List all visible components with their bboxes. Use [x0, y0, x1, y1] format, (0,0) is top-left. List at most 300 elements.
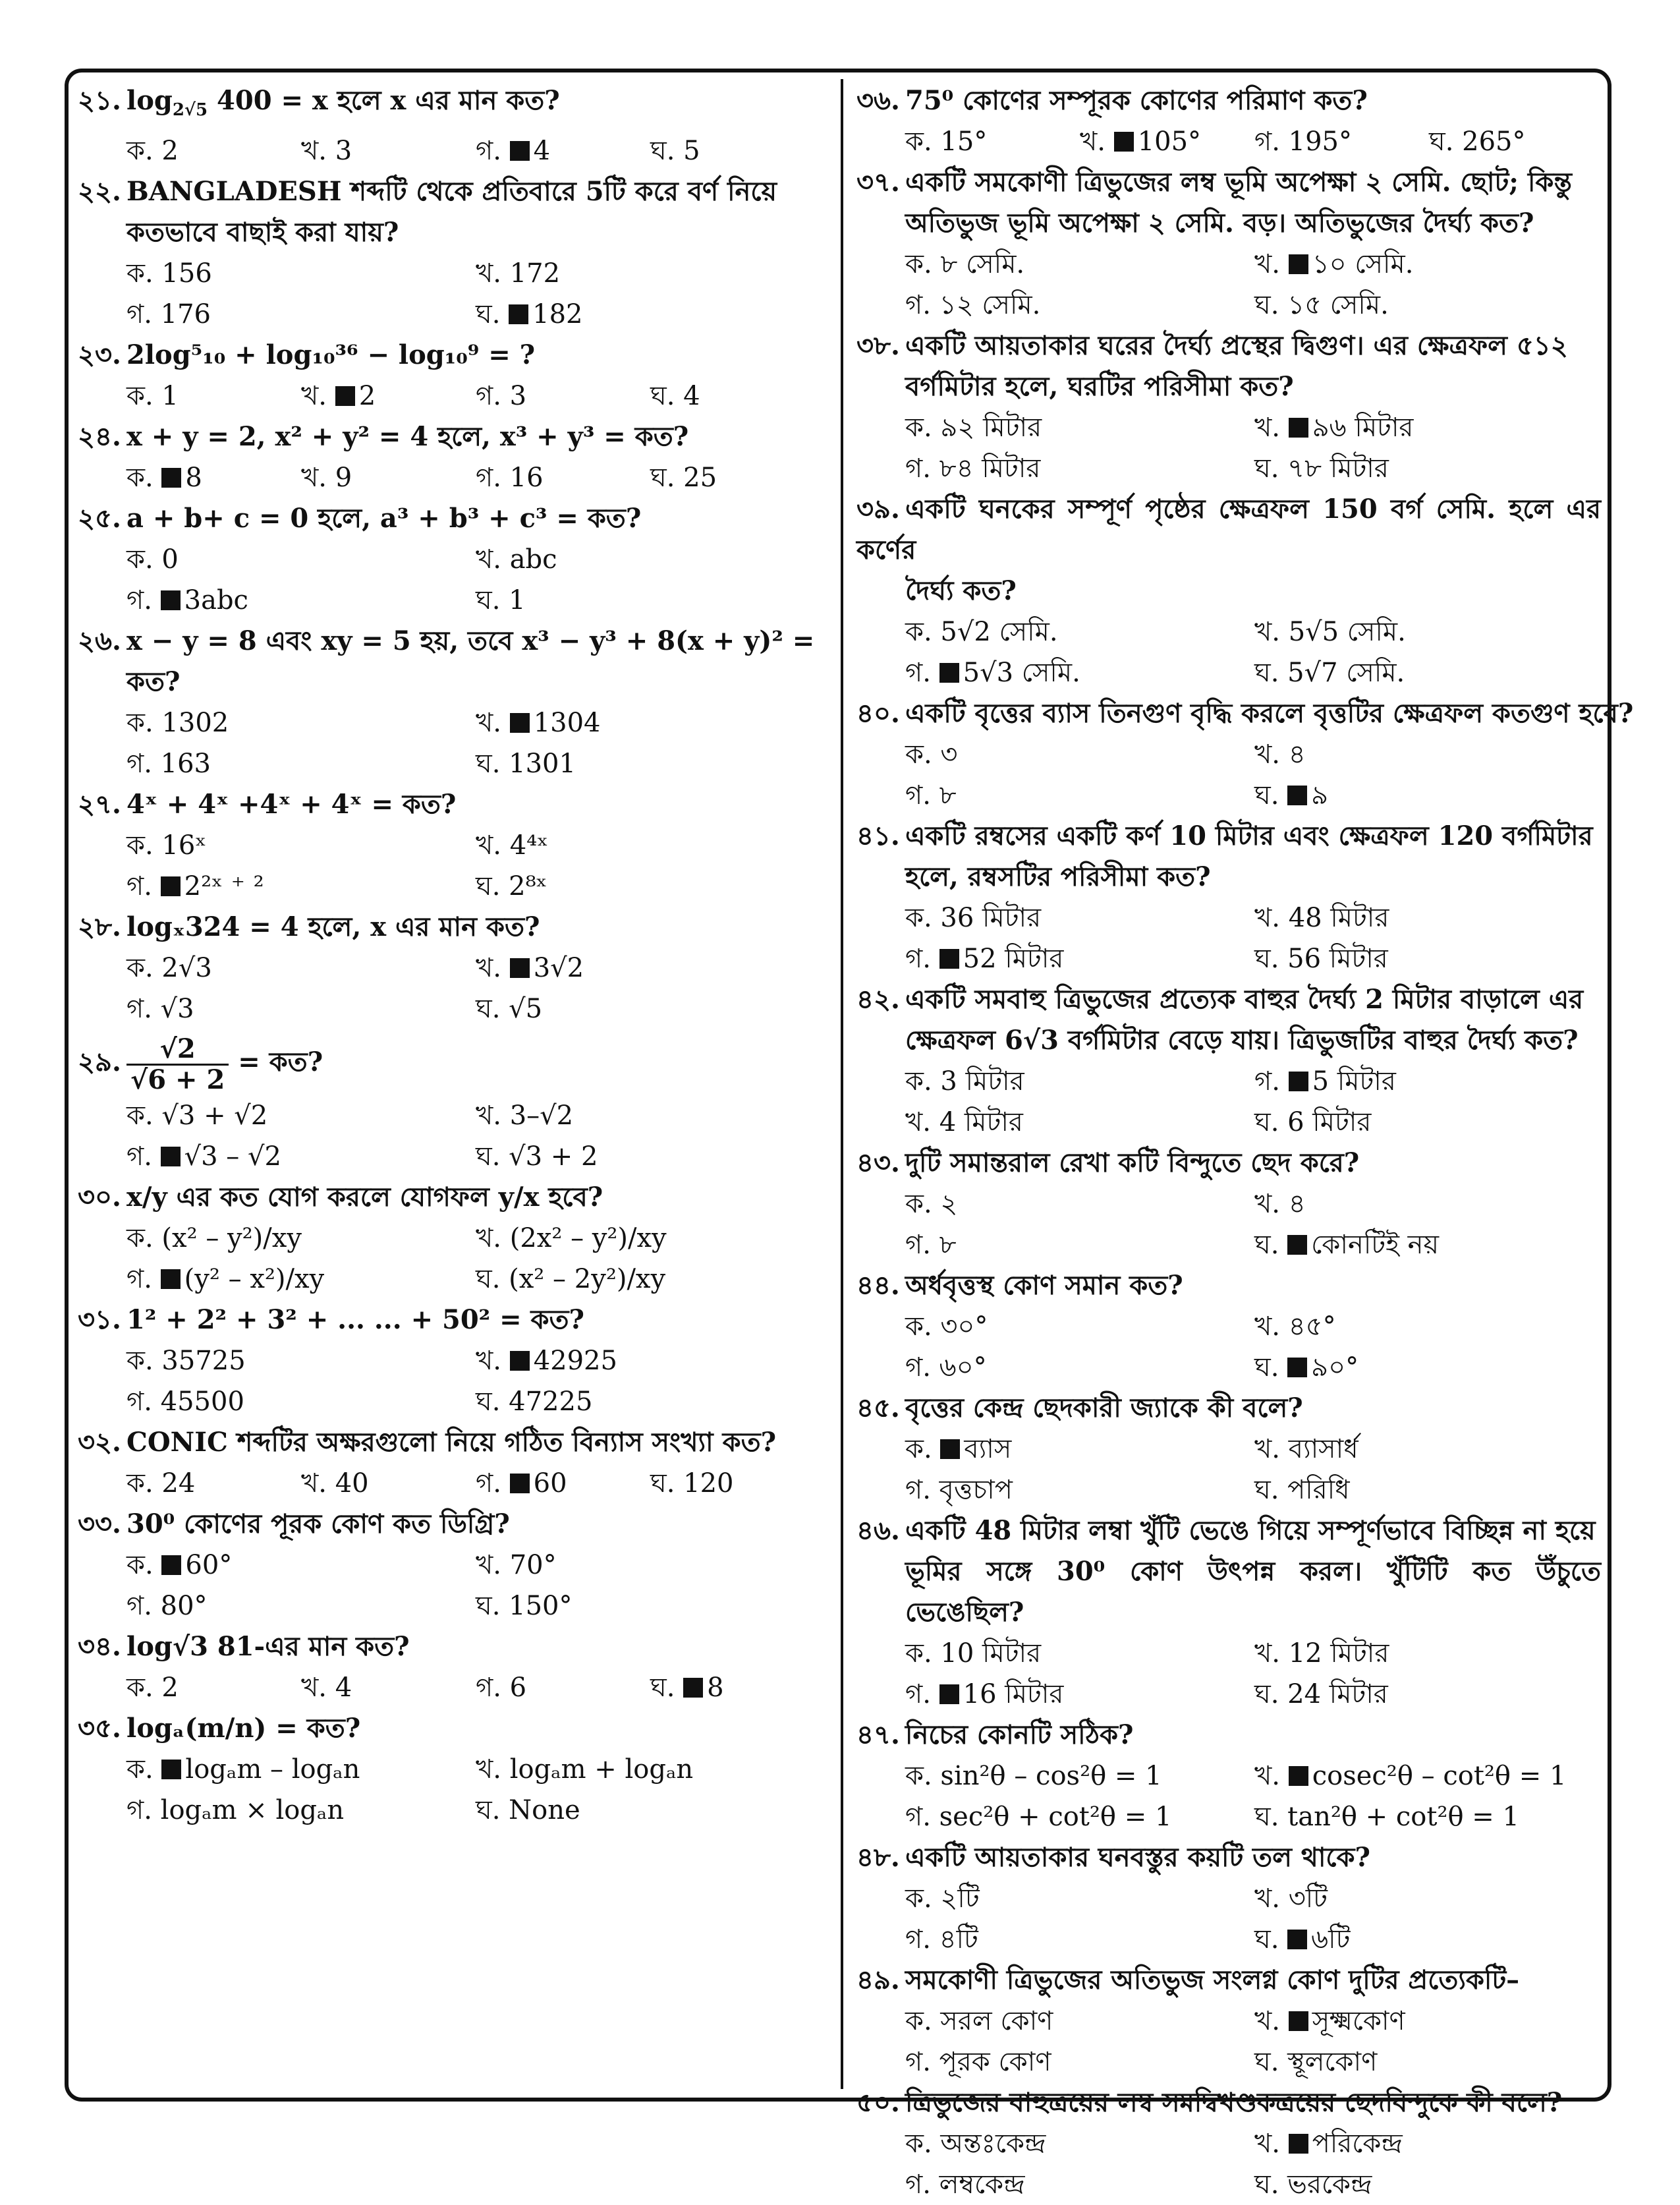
option[interactable]	[476, 1586, 825, 1626]
option-label: খ.	[1254, 617, 1289, 647]
option-label: গ.	[126, 871, 161, 902]
option-label: ক.	[905, 249, 941, 279]
option[interactable]	[476, 743, 825, 784]
option[interactable]	[1254, 938, 1604, 979]
option[interactable]	[1254, 1674, 1604, 1715]
option[interactable]	[905, 734, 1254, 775]
question-line: একটি 48 মিটার লম্বা খুঁটি ভেঙে গিয়ে সম্পূর্ণভাবে বিচ্ছিন্ন না হয়ে	[905, 1515, 1596, 1546]
option[interactable]	[1254, 1919, 1604, 1960]
option-text: √3 + √2	[161, 1101, 268, 1131]
option-text: 52 মিটার	[963, 944, 1064, 974]
option-text: ব্যাস	[964, 1434, 1012, 1464]
answer-marker-icon	[1114, 132, 1134, 152]
option[interactable]	[1254, 1061, 1604, 1102]
options	[856, 1061, 1601, 1143]
option[interactable]	[1254, 1633, 1604, 1674]
option[interactable]	[476, 253, 825, 294]
option[interactable]	[476, 702, 825, 743]
option[interactable]	[1254, 1306, 1604, 1347]
question	[78, 335, 826, 416]
option[interactable]	[476, 988, 825, 1029]
question-line: CONIC শব্দটির অক্ষরগুলো নিয়ে গঠিত বিন্যাস সংখ্যা কত?	[126, 1427, 777, 1458]
option-text: 150°	[509, 1591, 573, 1621]
question-number: ৪৬.	[856, 1515, 900, 1546]
option-text: 5√2 সেমি.	[940, 617, 1058, 647]
question-text	[856, 1388, 1601, 1429]
option-text: ৯২ মিটার	[940, 413, 1042, 443]
option[interactable]	[905, 652, 1254, 693]
question-line-2: কতভাবে বাছাই করা যায়?	[126, 217, 399, 248]
log-base: 2√5	[172, 100, 208, 120]
option-label: ঘ.	[1254, 453, 1288, 484]
option[interactable]	[905, 612, 1254, 652]
option-text: 3–√2	[509, 1101, 574, 1131]
option[interactable]	[476, 866, 825, 907]
question-number: ৩৮.	[856, 330, 900, 361]
question-number: ৪৪.	[856, 1270, 900, 1301]
question-number: ২৮.	[78, 911, 121, 942]
question-text	[78, 80, 826, 130]
option-label: ঘ.	[476, 1264, 509, 1294]
option-label: ক.	[905, 1638, 941, 1669]
option[interactable]	[905, 1470, 1254, 1510]
option[interactable]	[905, 1306, 1254, 1347]
option[interactable]	[126, 825, 476, 866]
question-line: x − y = 8 এবং xy = 5 হয়, তবে x³ − y³ + 8(x + y)² =	[126, 625, 815, 656]
option[interactable]	[476, 825, 825, 866]
option-label: খ.	[476, 708, 510, 738]
question	[856, 80, 1601, 162]
option-label: ক.	[126, 136, 162, 166]
options	[78, 457, 826, 498]
question-text	[78, 171, 826, 253]
option-label: খ.	[476, 1754, 510, 1785]
question-text	[78, 1422, 826, 1463]
option-text: logₐm + logₐn	[509, 1754, 694, 1785]
option[interactable]	[1254, 1429, 1604, 1470]
option-text: সূক্ষ্মকোণ	[1312, 2006, 1405, 2036]
question-line: a + b+ c = 0 হলে, a³ + b³ + c³ = কত?	[126, 503, 642, 534]
question-suffix: 400 = x হলে x এর মান কত?	[208, 85, 560, 116]
option-text: 4	[335, 1673, 352, 1703]
option[interactable]	[905, 1224, 1254, 1265]
question-number: ৩৩.	[78, 1508, 121, 1539]
option[interactable]	[905, 1429, 1254, 1470]
option-text: 0	[161, 544, 179, 575]
option-label: খ.	[476, 953, 510, 983]
option-text: অন্তঃকেন্দ্র	[940, 2129, 1046, 2159]
option[interactable]	[905, 1633, 1254, 1674]
option-text: 16	[509, 463, 544, 493]
option-label: গ.	[476, 381, 510, 411]
question-text	[78, 1029, 826, 1095]
question-number: ৩১.	[78, 1304, 121, 1335]
answer-marker-icon	[1287, 786, 1307, 805]
options	[856, 1429, 1601, 1510]
question-line-2: বর্গমিটার হলে, ঘরটির পরিসীমা কত?	[905, 371, 1294, 402]
option[interactable]	[476, 1667, 650, 1708]
option[interactable]	[476, 457, 650, 498]
option[interactable]	[905, 121, 1080, 162]
option[interactable]	[301, 1667, 476, 1708]
option-label: গ.	[905, 2047, 939, 2077]
question	[856, 1715, 1601, 1837]
option-label: খ.	[476, 830, 510, 861]
options	[78, 1749, 826, 1831]
option[interactable]	[650, 1463, 825, 1504]
option-label: খ.	[1254, 1434, 1289, 1464]
option[interactable]	[1254, 1184, 1604, 1224]
option-label: গ.	[905, 1352, 939, 1383]
answer-marker-icon	[1289, 2011, 1308, 2031]
option-label: খ.	[476, 1223, 510, 1253]
question	[856, 816, 1601, 979]
option-text: 12 মিটার	[1288, 1638, 1389, 1669]
answer-marker-icon	[510, 1474, 530, 1493]
option[interactable]	[1254, 2164, 1604, 2205]
answer-marker-icon	[1289, 1766, 1308, 1786]
option-text: 70°	[509, 1550, 557, 1580]
option[interactable]	[1080, 121, 1254, 162]
question	[78, 416, 826, 498]
question-number: ২৬.	[78, 625, 121, 656]
option[interactable]	[905, 898, 1254, 938]
option-label: গ.	[905, 453, 939, 484]
option-label: ঘ.	[650, 381, 684, 411]
option[interactable]	[476, 1095, 825, 1136]
question-line: নিচের কোনটি সঠিক?	[905, 1719, 1134, 1750]
option[interactable]	[1254, 775, 1604, 816]
option[interactable]	[126, 743, 476, 784]
option[interactable]	[1254, 1102, 1604, 1143]
answer-marker-icon	[939, 1684, 959, 1704]
question-text	[78, 784, 826, 825]
option[interactable]	[126, 988, 476, 1029]
option[interactable]	[126, 1667, 301, 1708]
answer-marker-icon	[161, 468, 181, 488]
option[interactable]	[905, 2123, 1254, 2164]
option[interactable]	[126, 457, 301, 498]
option[interactable]	[1254, 1756, 1604, 1796]
option-label: গ.	[126, 585, 161, 616]
option[interactable]	[126, 1749, 476, 1790]
option-label: খ.	[1254, 739, 1289, 770]
question-line: 4ˣ + 4ˣ +4ˣ + 4ˣ = কত?	[126, 789, 457, 820]
option-label: ক.	[905, 1066, 941, 1097]
option[interactable]	[126, 1259, 476, 1300]
option[interactable]	[1254, 734, 1604, 775]
question-line: একটি রম্বসের একটি কর্ণ 10 মিটার এবং ক্ষেত্রফল 120 বর্গমিটার	[905, 820, 1593, 851]
option[interactable]	[301, 130, 476, 171]
options	[78, 702, 826, 784]
option-text: 40	[335, 1468, 369, 1499]
option-label: ক.	[126, 463, 162, 493]
option[interactable]	[650, 130, 825, 171]
option[interactable]	[126, 1095, 476, 1136]
question-text	[856, 979, 1601, 1061]
option[interactable]	[905, 1756, 1254, 1796]
option-text: 1	[509, 585, 526, 616]
option[interactable]	[126, 948, 476, 988]
option-text: 6 মিটার	[1287, 1107, 1372, 1137]
option-text: 172	[509, 258, 561, 289]
option-text: 2	[358, 381, 376, 411]
option[interactable]	[126, 376, 301, 416]
option[interactable]	[905, 1347, 1254, 1388]
option[interactable]	[126, 1340, 476, 1381]
question-text	[856, 326, 1601, 407]
option[interactable]	[1254, 612, 1604, 652]
fraction	[126, 1035, 229, 1095]
option-label: খ.	[1254, 1311, 1289, 1342]
option[interactable]	[905, 938, 1254, 979]
question	[78, 498, 826, 621]
question-number: ৩৬.	[856, 85, 900, 116]
option[interactable]	[301, 376, 476, 416]
option[interactable]	[650, 376, 825, 416]
option[interactable]	[476, 1381, 825, 1422]
option[interactable]	[476, 1545, 825, 1586]
option[interactable]	[476, 1790, 825, 1831]
option-label: ঘ.	[476, 871, 509, 902]
option-text: 195°	[1288, 127, 1353, 157]
option-label: খ.	[1254, 1883, 1289, 1914]
option[interactable]	[905, 1878, 1254, 1919]
option[interactable]	[476, 948, 825, 988]
question	[78, 621, 826, 784]
answer-marker-icon	[1289, 1072, 1308, 1091]
option[interactable]	[905, 1796, 1254, 1837]
option-label: ক.	[126, 544, 162, 575]
question	[856, 162, 1601, 326]
option-text: 2⁸ˣ	[509, 871, 547, 902]
option-label: ক.	[905, 2129, 941, 2159]
question-line: একটি আয়তাকার ঘরের দৈর্ঘ্য প্রস্থের দ্বিগুণ। এর ক্ষেত্রফল ৫১২	[905, 330, 1568, 361]
question-text	[856, 1143, 1601, 1184]
option[interactable]	[126, 1463, 301, 1504]
option[interactable]	[476, 1463, 650, 1504]
option[interactable]	[126, 130, 301, 171]
question-text	[856, 489, 1601, 612]
question	[78, 171, 826, 335]
option[interactable]	[126, 1586, 476, 1626]
option[interactable]	[905, 1674, 1254, 1715]
answer-marker-icon	[161, 1269, 181, 1289]
question	[78, 907, 826, 1029]
option-text: 5√5 সেমি.	[1288, 617, 1406, 647]
options	[856, 2001, 1601, 2082]
option[interactable]	[126, 1218, 476, 1259]
option[interactable]	[905, 2042, 1254, 2082]
option-text: sec²θ + cot²θ = 1	[939, 1802, 1172, 1832]
option[interactable]	[905, 2164, 1254, 2205]
option-text: 3	[509, 381, 527, 411]
option[interactable]	[905, 775, 1254, 816]
answer-marker-icon	[1287, 1358, 1307, 1377]
option[interactable]	[126, 253, 476, 294]
option[interactable]	[126, 539, 476, 580]
option[interactable]	[1429, 121, 1604, 162]
option-text: ৪	[1288, 739, 1306, 770]
option[interactable]	[905, 1061, 1254, 1102]
option-label: গ.	[126, 749, 161, 779]
option-label: ক.	[126, 1101, 162, 1131]
option[interactable]	[126, 866, 476, 907]
option-label: ক.	[905, 1883, 941, 1914]
question	[78, 784, 826, 907]
option[interactable]	[126, 1136, 476, 1177]
option[interactable]	[1254, 898, 1604, 938]
question-text	[78, 335, 826, 376]
question-line-2: অতিভুজ ভূমি অপেক্ষা ২ সেমি. বড়। অতিভুজের দৈর্ঘ্য কত?	[905, 208, 1534, 239]
option[interactable]	[905, 448, 1254, 489]
question	[78, 1504, 826, 1626]
option[interactable]	[1254, 448, 1604, 489]
option[interactable]	[476, 376, 650, 416]
option-text: সরল কোণ	[940, 2006, 1053, 2036]
option[interactable]	[1254, 2042, 1604, 2082]
option[interactable]	[905, 2001, 1254, 2042]
option[interactable]	[301, 457, 476, 498]
option[interactable]	[476, 294, 825, 335]
option[interactable]	[476, 1340, 825, 1381]
option-text: স্থূলকোণ	[1287, 2047, 1378, 2077]
answer-marker-icon	[161, 1760, 181, 1779]
option[interactable]	[126, 1790, 476, 1831]
question-text	[856, 1265, 1601, 1306]
option-label: ঘ.	[1254, 290, 1288, 320]
option[interactable]	[476, 130, 650, 171]
question	[856, 979, 1601, 1143]
option-label: গ.	[126, 299, 161, 329]
option[interactable]	[1254, 1878, 1604, 1919]
option-label: ঘ.	[1254, 1475, 1288, 1505]
option[interactable]	[126, 1545, 476, 1586]
option[interactable]	[905, 244, 1254, 285]
option-text: ১০ সেমি.	[1312, 249, 1414, 279]
options	[856, 1633, 1601, 1715]
question	[856, 693, 1634, 816]
option[interactable]	[905, 285, 1254, 326]
option-text: 2	[161, 136, 179, 166]
question-line: 30⁰ কোণের পূরক কোণ কত ডিগ্রি?	[126, 1508, 510, 1539]
question-text	[856, 1510, 1601, 1633]
option[interactable]	[650, 1667, 825, 1708]
question	[78, 1708, 826, 1831]
option[interactable]	[905, 407, 1254, 448]
option-label: খ.	[1254, 2129, 1289, 2159]
option-label: খ.	[301, 136, 335, 166]
answer-marker-icon	[1287, 1930, 1307, 1949]
column-divider	[841, 79, 843, 2089]
option-text: 45500	[160, 1387, 244, 1417]
option-text: 9	[335, 463, 352, 493]
question-text	[856, 1837, 1601, 1878]
question-line: অর্ধবৃত্তস্থ কোণ সমান কত?	[905, 1270, 1183, 1301]
option[interactable]	[1254, 121, 1429, 162]
option[interactable]	[476, 1218, 825, 1259]
option-text: 3√2	[533, 953, 584, 983]
option-label: ক.	[905, 413, 941, 443]
question-number: ৩৪.	[78, 1631, 121, 1662]
option-label: ঘ.	[476, 1141, 509, 1172]
option[interactable]	[476, 1749, 825, 1790]
option-label: গ.	[1254, 1066, 1289, 1097]
option-label: ঘ.	[650, 136, 684, 166]
option[interactable]	[1254, 407, 1604, 448]
question-number: ৩৫.	[78, 1713, 121, 1744]
option-text: পূরক কোণ	[939, 2047, 1051, 2077]
question-line: x/y এর কত যোগ করলে যোগফল y/x হবে?	[126, 1182, 603, 1213]
options	[856, 2123, 1601, 2205]
option-text: 56 মিটার	[1287, 944, 1388, 974]
option-text: ৮৪ মিটার	[939, 453, 1041, 484]
option[interactable]	[476, 1259, 825, 1300]
question	[856, 1960, 1601, 2082]
question-number: ৪০.	[856, 698, 900, 729]
option[interactable]	[126, 580, 476, 621]
option[interactable]	[476, 539, 825, 580]
question-line-2: হলে, রম্বসটির পরিসীমা কত?	[905, 861, 1211, 892]
option-label: গ.	[476, 463, 510, 493]
question-line: logₓ324 = 4 হলে, x এর মান কত?	[126, 911, 540, 942]
option[interactable]	[1254, 244, 1604, 285]
question-line: ত্রিভুজের বাহুত্রয়ের লম্ব সমদ্বিখণ্ডকত্রয়ের ছেদবিন্দুকে কী বলে?	[905, 2087, 1563, 2118]
option[interactable]	[1254, 2123, 1604, 2164]
option[interactable]	[905, 1102, 1254, 1143]
option-label: খ.	[476, 1550, 510, 1580]
option[interactable]	[476, 580, 825, 621]
option[interactable]	[1254, 285, 1604, 326]
option-label: গ.	[905, 290, 939, 320]
option-text: ৩০°	[940, 1311, 988, 1342]
question-line: 2log⁵₁₀ + log₁₀³⁶ − log₁₀⁹ = ?	[126, 339, 536, 370]
option[interactable]	[1254, 1796, 1604, 1837]
options	[856, 1184, 1601, 1265]
option[interactable]	[1254, 1470, 1604, 1510]
option[interactable]	[1254, 2001, 1604, 2042]
option[interactable]	[1254, 1347, 1604, 1388]
option-text: 2²ˣ ⁺ ²	[184, 871, 264, 902]
question-number: ৪৫.	[856, 1392, 900, 1423]
option-text: 2	[161, 1673, 179, 1703]
option[interactable]	[1254, 652, 1604, 693]
option[interactable]	[476, 1136, 825, 1177]
option[interactable]	[126, 1381, 476, 1422]
option-label: ঘ.	[1254, 1352, 1288, 1383]
option[interactable]	[126, 294, 476, 335]
option-label: ঘ.	[1254, 1107, 1288, 1137]
option-text: 25	[683, 463, 717, 493]
option[interactable]	[650, 457, 825, 498]
option[interactable]	[126, 702, 476, 743]
option-label: গ.	[476, 1468, 510, 1499]
option-label: খ.	[1254, 2006, 1289, 2036]
question	[856, 1837, 1601, 1960]
question-number: ২৫.	[78, 503, 121, 534]
option-label: খ.	[476, 544, 510, 575]
answer-marker-icon	[939, 663, 959, 683]
option-label: ক.	[126, 953, 162, 983]
answer-marker-icon	[335, 386, 355, 406]
option-text: √3 – √2	[184, 1141, 281, 1172]
option-label: খ.	[301, 1468, 335, 1499]
option[interactable]	[1254, 1224, 1604, 1265]
option-text: 16ˣ	[161, 830, 207, 861]
option[interactable]	[905, 1184, 1254, 1224]
option[interactable]	[905, 1919, 1254, 1960]
option[interactable]	[301, 1463, 476, 1504]
